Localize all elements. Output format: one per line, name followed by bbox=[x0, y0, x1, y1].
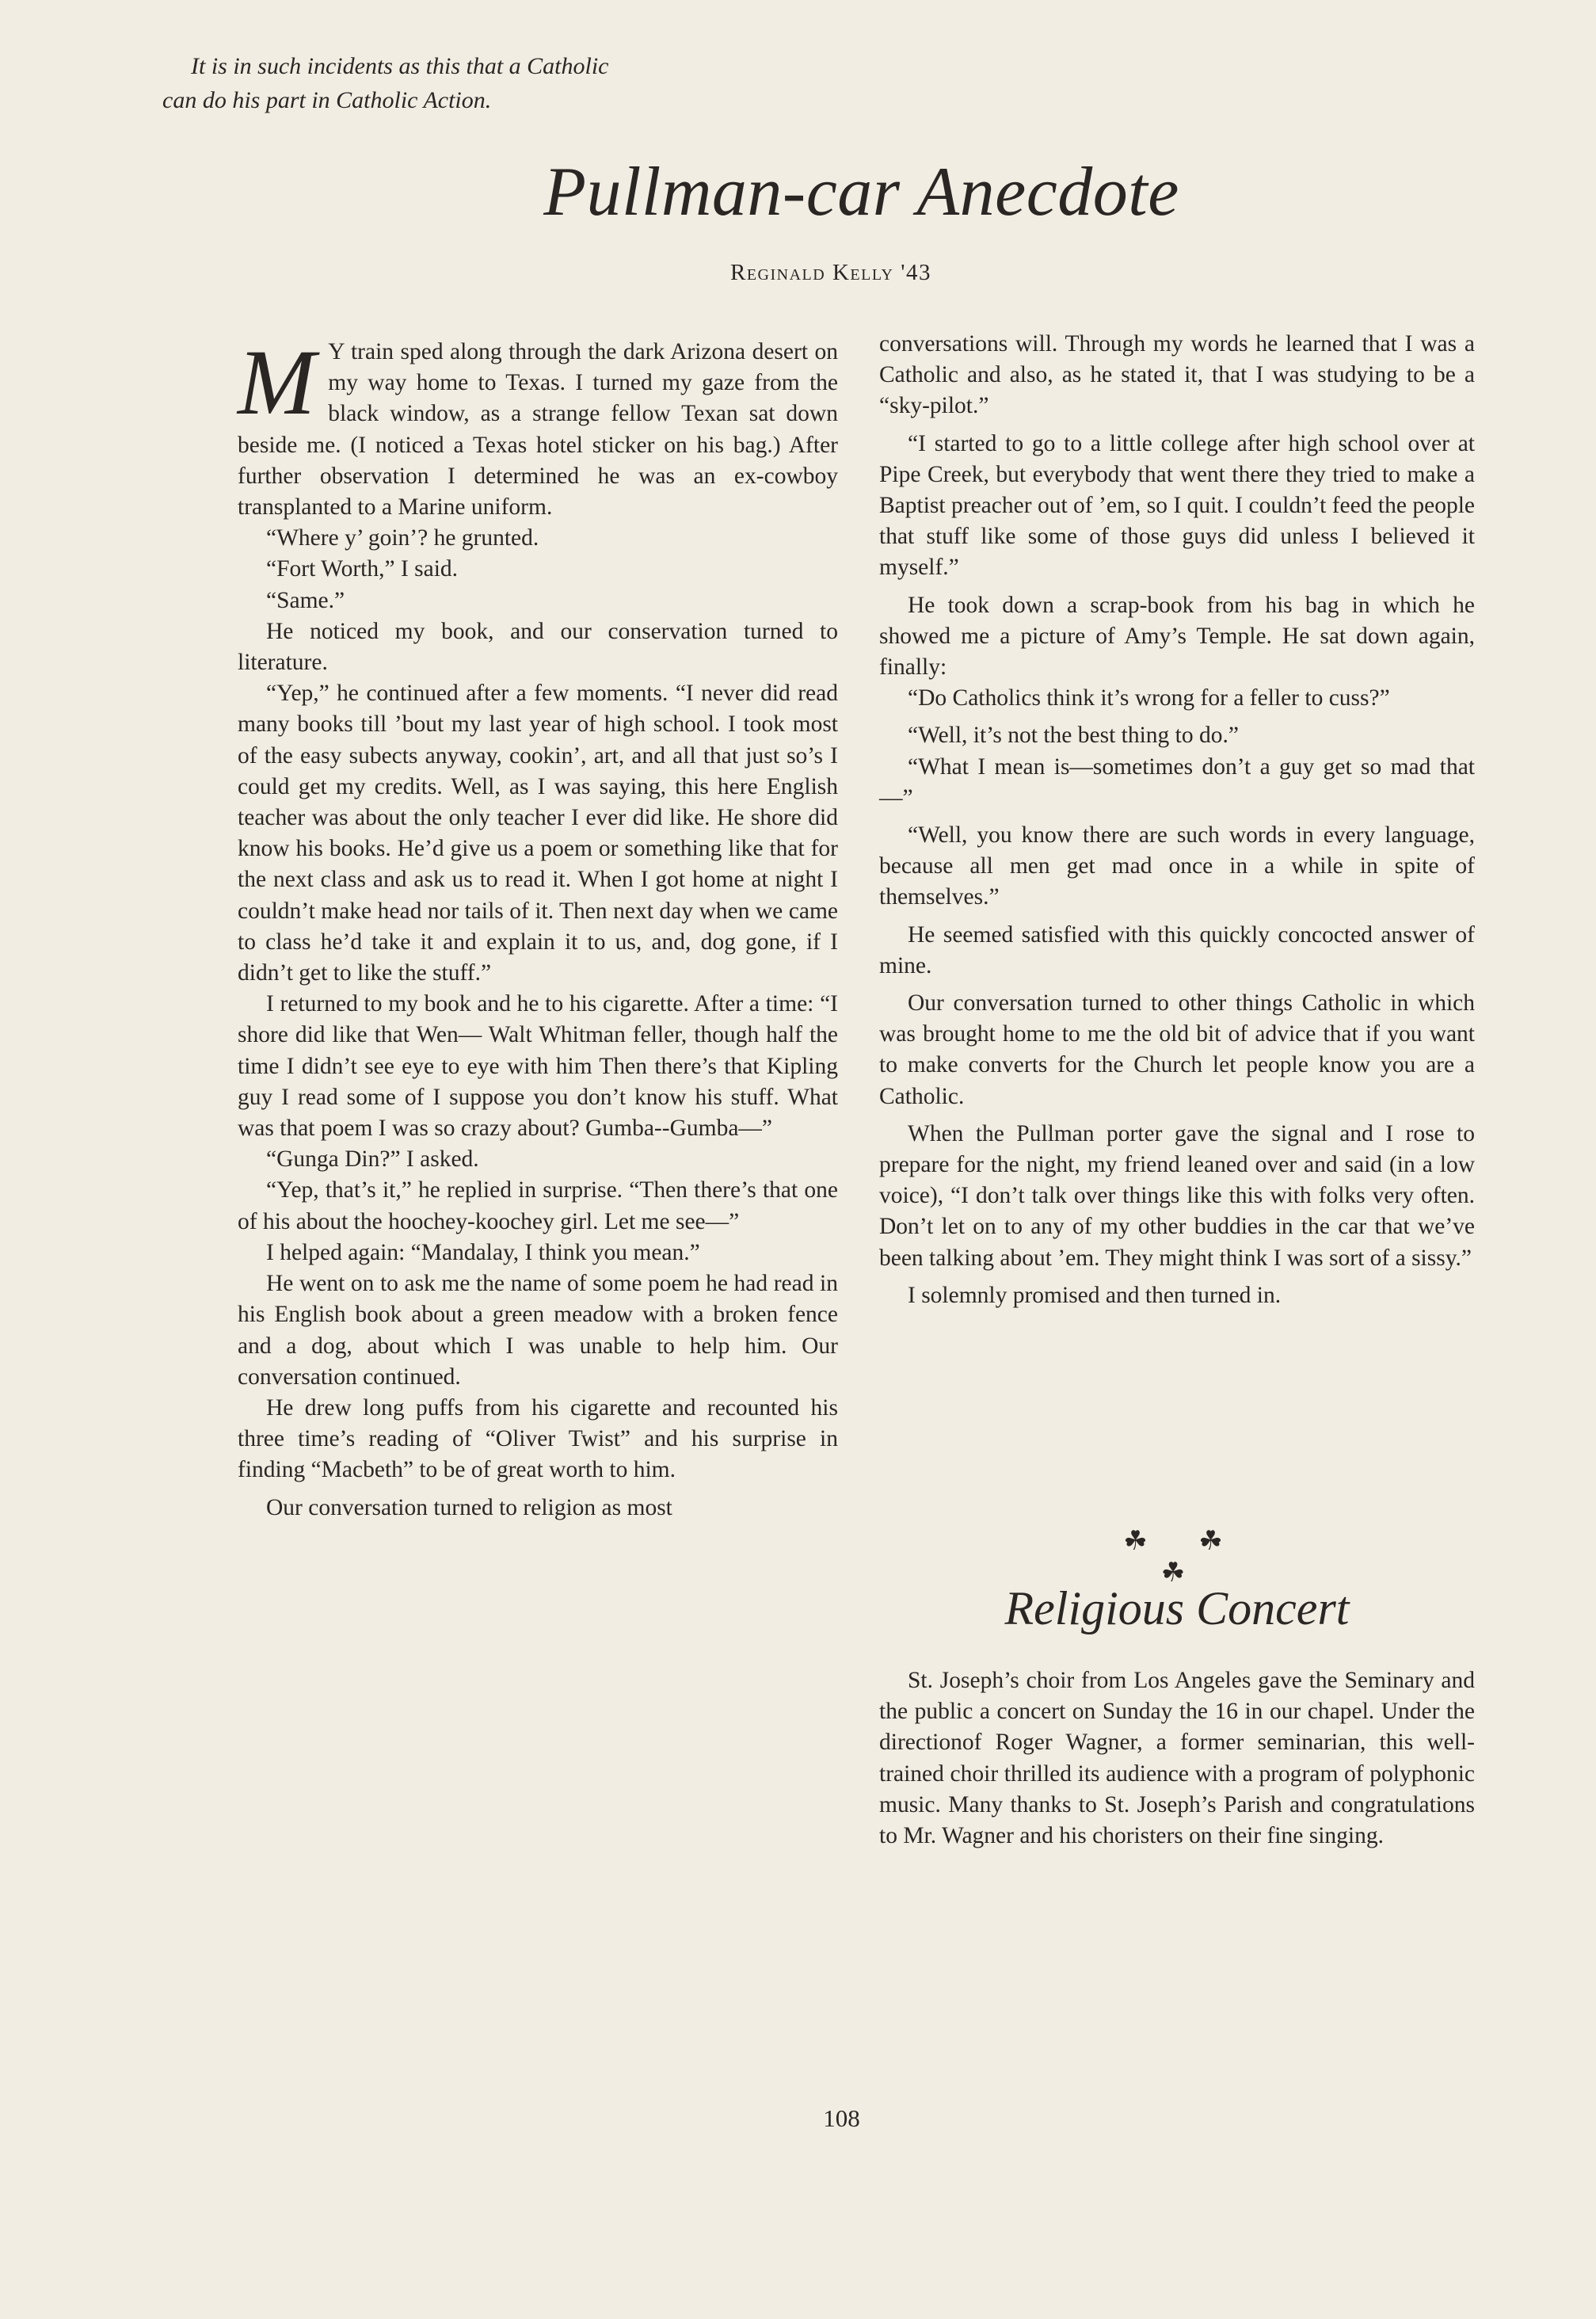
paragraph: He drew long puffs from his cigarette and recounted his three time’s reading of “Oliver Twist” and his surprise in finding “Macbeth” to be of great worth to him. bbox=[238, 1394, 838, 1483]
paragraph: He took down a scrap-book from his bag in which he showed me a picture of Amy’s Temple. He sat down again, finally: bbox=[879, 592, 1475, 681]
paragraph: He noticed my book, and our conservation turned to literature. bbox=[238, 618, 838, 676]
epigraph bbox=[162, 49, 812, 117]
paragraph: conversations will. Through my words he learned that I was a Catholic and also, as he stated it, that I was studying to be a “sky-pilot.” bbox=[879, 331, 1475, 419]
epigraph-line-1: It is in such incidents as this that a Catholic bbox=[191, 53, 609, 79]
paragraph: “Well, you know there are such words in every language, because all men get mad once in a while in spite of themselves.” bbox=[879, 822, 1475, 910]
paragraph: “Well, it’s not the best thing to do.” bbox=[908, 723, 1239, 749]
drop-cap: M bbox=[238, 330, 316, 434]
concert-title: Religious Concert bbox=[1004, 1582, 1350, 1634]
paragraph: “Same.” bbox=[266, 587, 345, 613]
byline: Reginald Kelly '43 bbox=[730, 260, 931, 285]
paragraph: St. Joseph’s choir from Los Angeles gave the Seminary and the public a concert on Sunday the 16 in our chapel. Under the directionof Roger Wagner, a former seminarian, this well-trained choir thrilled its audience with a program of polyphonic music. Many thanks to St. Joseph’s Parish and congratulations to Mr. Wagner and his choristers on their fine singing. bbox=[879, 1668, 1475, 1849]
page-number: 108 bbox=[823, 2104, 860, 2132]
article-title: Pullman-car Anecdote bbox=[543, 154, 1179, 231]
paragraph: “What I mean is—sometimes don’t a guy get so mad that—” bbox=[879, 753, 1475, 811]
paragraph: He seemed satisfied with this quickly concocted answer of mine. bbox=[879, 921, 1475, 978]
paragraph: “Yep,” he continued after a few moments. “I never did read many books till ’bout my last year of high school. I took most of the easy subects anyway, cookin’, art, and all that just so’s I could get my credits. Well, as I was saying, this here English teacher was about the only teacher I ever did like. He shore did know his books. He’d give us a poem or something like that for the next class and ask us to read it. When I got home at night I couldn’t make head nor tails of it. Then next day when we came to class he’d take it and explain it to us, and, dog gone, if I didn’t get to like the stuff.” bbox=[238, 681, 838, 986]
paragraph: I helped again: “Mandalay, I think you mean.” bbox=[266, 1239, 700, 1265]
paragraph: Our conversation turned to religion as most bbox=[266, 1494, 672, 1520]
right-column bbox=[879, 329, 1475, 1311]
paragraph: I solemnly promised and then turned in. bbox=[908, 1282, 1282, 1308]
paragraph: “Where y’ goin’? he grunted. bbox=[266, 525, 539, 551]
paragraph: “Yep, that’s it,” he replied in surprise. “Then there’s that one of his about the hoochey-koochey girl. Let me see—” bbox=[238, 1177, 838, 1234]
concert-column bbox=[879, 1665, 1475, 1852]
paragraph: Our conversation turned to other things Catholic in which was brought home to me the old bit of advice that if you want to make converts for the Church let people know you are a Catholic. bbox=[879, 990, 1475, 1109]
section-ornament: ☘ ☘ ☘ bbox=[1123, 1527, 1245, 1588]
paragraph: M Y train sped along through the dark Arizona desert on my way home to Texas. I turned my gaze from the black window, as a strange fellow Texan sat down beside me. (I noticed a Texas hotel sticker on his bag.) After further observation I determined he was an ex-cowboy transplanted to a Marine uniform. bbox=[238, 330, 838, 521]
left-column bbox=[238, 330, 838, 1524]
paragraph: “Fort Worth,” I said. bbox=[266, 556, 459, 582]
paragraph: “Do Catholics think it’s wrong for a feller to cuss?” bbox=[908, 685, 1390, 711]
paragraph: “Gunga Din?” I asked. bbox=[266, 1146, 479, 1173]
paragraph: “I started to go to a little college after high school over at Pipe Creek, but everybody that went there they tried to make a Baptist preacher out of ’em, so I quit. I couldn’t feed the people that stuff like some of those guys did unless I believed it myself.” bbox=[879, 430, 1475, 581]
epigraph-line-2: can do his part in Catholic Action. bbox=[162, 87, 492, 113]
paragraph: He went on to ask me the name of some poem he had read in his English book about a green meadow with a broken fence and a dog, about which I was unable to help him. Our conversation continued. bbox=[238, 1271, 838, 1390]
paragraph: When the Pullman porter gave the signal and I rose to prepare for the night, my friend leaned over and said (in a low voice), “I don’t talk over things like this with folks very often. Don’t let on to any of my other buddies in the car that we’ve been talking about ’em. They might think I was sort of a sissy.” bbox=[879, 1120, 1475, 1271]
paragraph: I returned to my book and he to his cigarette. After a time: “I shore did like that Wen— Walt Whitman feller, though half the time I didn’t see eye to eye with him Then there’s that Kipling guy I read some of I suppose you don’t know his stuff. What was that poem I was so crazy about? Gumba--Gumba—” bbox=[238, 991, 838, 1142]
